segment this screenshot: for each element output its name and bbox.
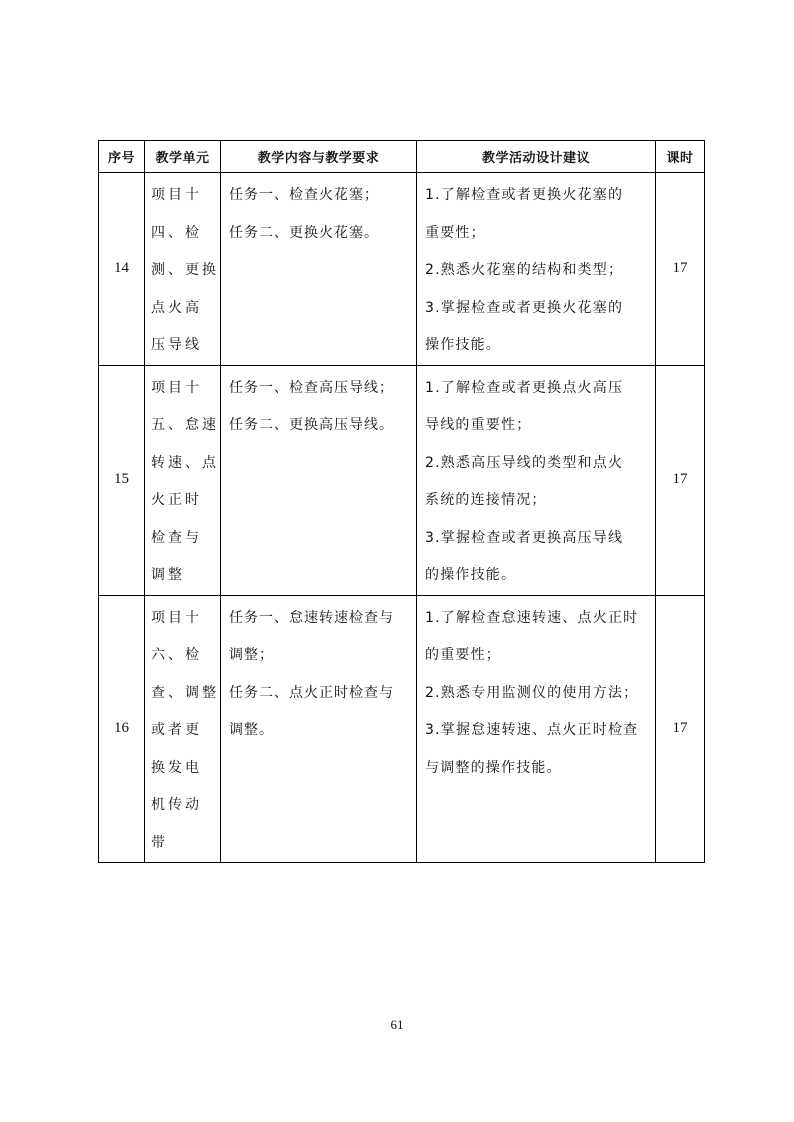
unit-line: 或者更	[151, 722, 202, 738]
header-activity: 教学活动设计建议	[417, 141, 656, 173]
activity-line: 的操作技能。	[425, 567, 517, 583]
unit-line: 带	[151, 834, 168, 851]
content-line: 任务二、更换高压导线。	[229, 417, 394, 433]
activity-line: 3.掌握怠速转速、点火正时检查	[425, 722, 639, 738]
content-line: 任务二、点火正时检查与	[229, 684, 394, 701]
activity-line: 1.了解检查或者更换点火高压	[425, 379, 624, 396]
unit-line: 五、怠速	[151, 417, 219, 433]
activity-line: 与调整的操作技能。	[425, 759, 562, 776]
activity-line: 的重要性；	[425, 647, 501, 663]
content-line: 调整。	[229, 722, 274, 738]
activity-cell	[417, 173, 656, 366]
activity-line: 导线的重要性；	[425, 417, 532, 433]
unit-line: 项目十	[151, 379, 202, 396]
row-number: 16	[99, 595, 145, 863]
unit-line: 测、更换	[151, 262, 219, 278]
activity-line: 系统的连接情况；	[425, 492, 547, 508]
unit-line: 点火高	[151, 299, 202, 316]
unit-line: 压导线	[151, 337, 202, 353]
page-number: 61	[390, 1017, 404, 1032]
unit-line: 转速、点	[151, 454, 219, 471]
unit-line: 换发电	[151, 759, 202, 776]
content-line: 任务一、检查火花塞；	[229, 187, 379, 203]
table-row	[99, 365, 705, 595]
unit-line: 六、检	[151, 647, 202, 663]
curriculum-table	[98, 140, 705, 863]
content-line: 任务二、更换火花塞。	[229, 224, 379, 241]
table-row	[99, 595, 705, 863]
unit-line: 项目十	[151, 187, 202, 203]
header-content: 教学内容与教学要求	[221, 141, 417, 173]
content-cell	[221, 595, 417, 863]
activity-cell	[417, 595, 656, 863]
table-header-row	[99, 141, 705, 173]
row-number: 15	[99, 365, 145, 595]
unit-line: 机传动	[151, 797, 202, 813]
table-row	[99, 173, 705, 366]
header-hours: 课时	[656, 141, 705, 173]
unit-cell	[145, 595, 221, 863]
unit-cell	[145, 365, 221, 595]
row-number: 14	[99, 173, 145, 366]
unit-cell	[145, 173, 221, 366]
hours-cell: 17	[656, 595, 705, 863]
hours-cell: 17	[656, 365, 705, 595]
activity-line: 1.了解检查或者更换火花塞的	[425, 187, 624, 203]
unit-line: 四、检	[151, 224, 202, 241]
unit-line: 项目十	[151, 609, 202, 626]
activity-cell	[417, 365, 656, 595]
activity-line: 重要性；	[425, 224, 486, 241]
unit-line: 查、调整	[151, 684, 219, 701]
content-line: 调整；	[229, 647, 274, 663]
unit-line: 调整	[151, 567, 185, 583]
activity-line: 2.熟悉高压导线的类型和点火	[425, 454, 624, 471]
unit-line: 检查与	[151, 529, 202, 546]
activity-line: 3.掌握检查或者更换高压导线	[425, 529, 624, 546]
content-line: 任务一、检查高压导线；	[229, 379, 394, 396]
activity-line: 3.掌握检查或者更换火花塞的	[425, 299, 624, 316]
unit-line: 火正时	[151, 492, 202, 508]
activity-line: 操作技能。	[425, 337, 501, 353]
hours-cell: 17	[656, 173, 705, 366]
activity-line: 2.熟悉专用监测仪的使用方法；	[425, 684, 639, 701]
header-number: 序号	[99, 141, 145, 173]
content-cell	[221, 173, 417, 366]
content-line: 任务一、怠速转速检查与	[229, 609, 394, 626]
activity-line: 1.了解检查怠速转速、点火正时	[425, 609, 639, 626]
activity-line: 2.熟悉火花塞的结构和类型；	[425, 262, 624, 278]
content-cell	[221, 365, 417, 595]
header-unit: 教学单元	[145, 141, 221, 173]
